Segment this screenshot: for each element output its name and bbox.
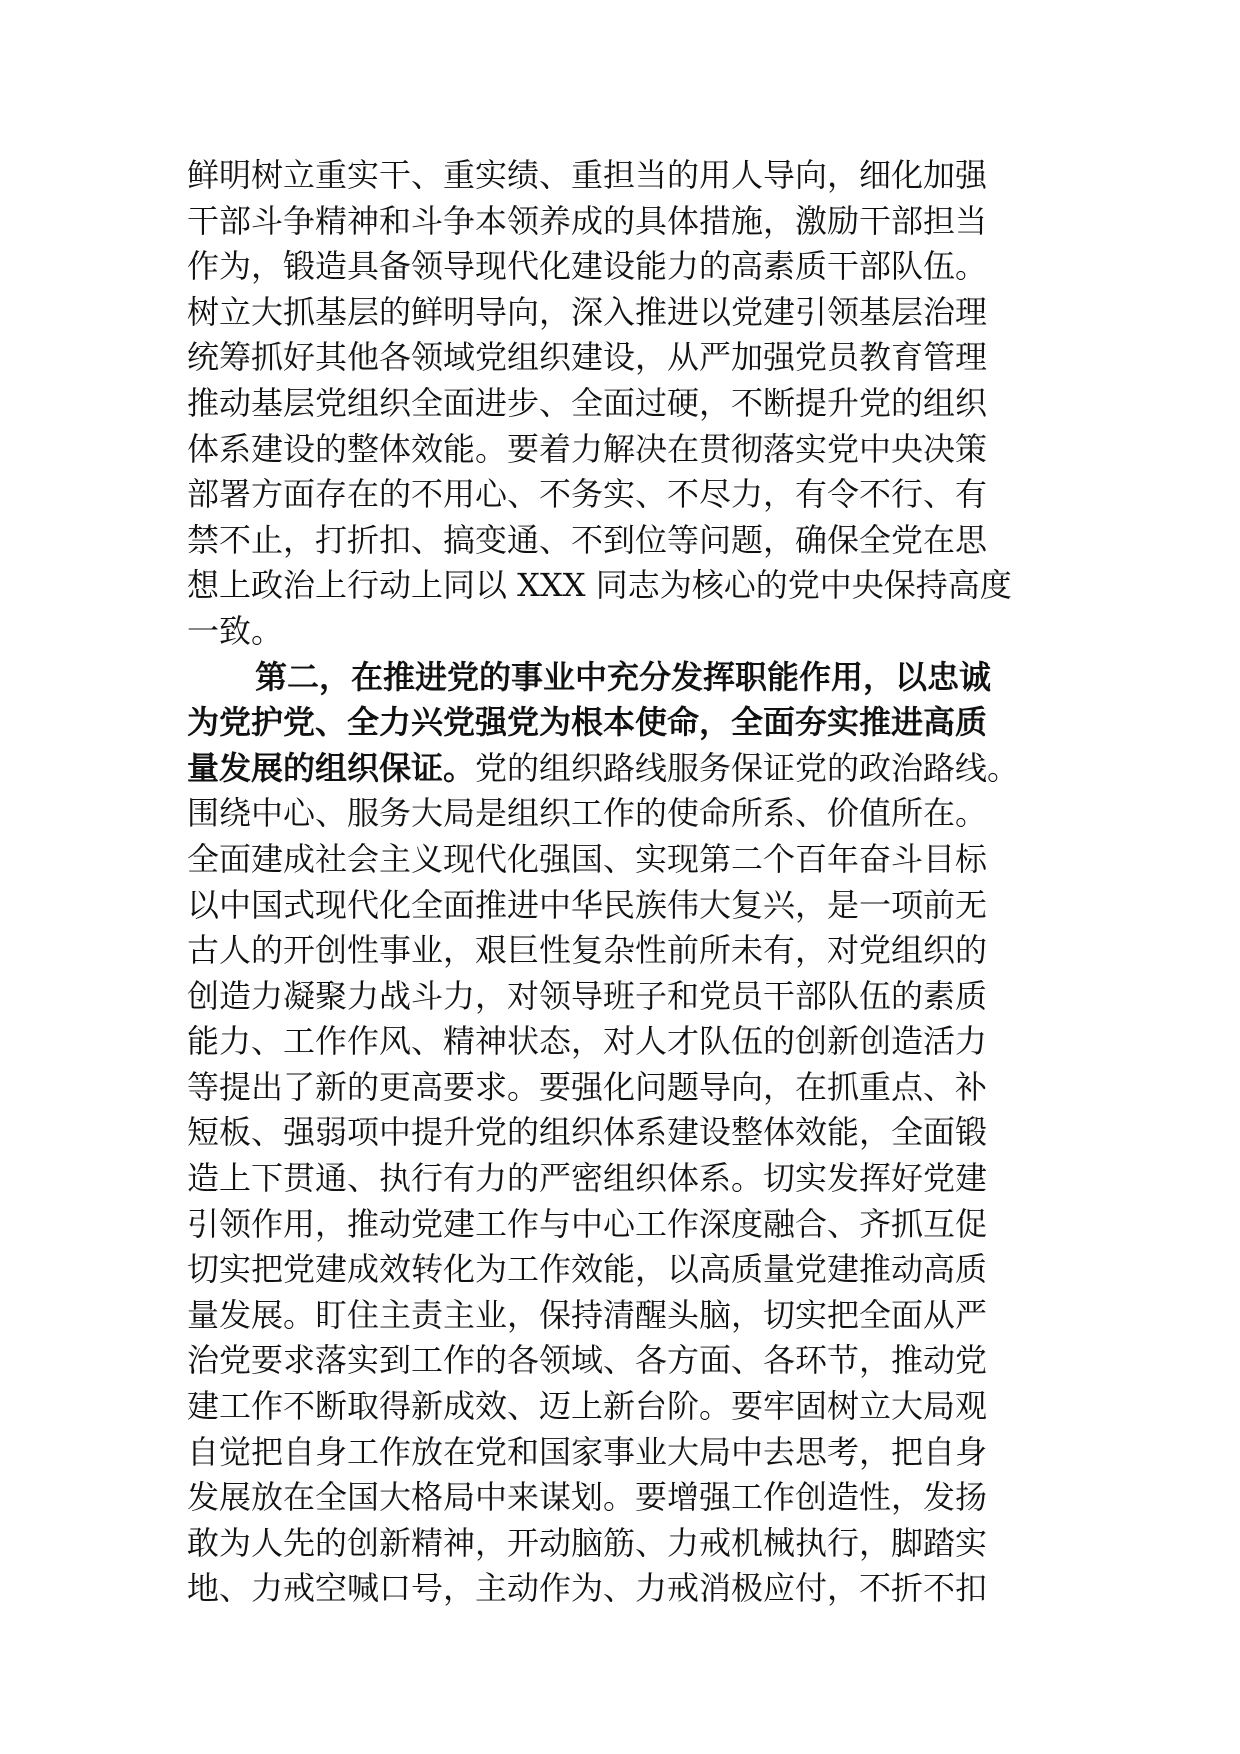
text-line: 作为，锻造具备领导现代化建设能力的高素质干部队伍。 (187, 247, 988, 286)
text-line: 自觉把自身工作放在党和国家事业大局中去思考，把自身 (187, 1432, 988, 1471)
text-line: 建工作不断取得新成效、迈上新台阶。要牢固树立大局观 (187, 1387, 988, 1426)
text-line: 切实把党建成效转化为工作效能，以高质量党建推动高质 (187, 1250, 988, 1289)
text-line: 鲜明树立重实干、重实绩、重担当的用人导向，细化加强 (187, 156, 988, 194)
text-line: 部署方面存在的不用心、不务实、不尽力，有令不行、有 (187, 475, 988, 514)
text-line: 树立大抓基层的鲜明导向，深入推进以党建引领基层治理 (187, 292, 988, 331)
text-line: 全面建成社会主义现代化强国、实现第二个百年奋斗目标 (187, 839, 988, 878)
text-line: 造上下贯通、执行有力的严密组织体系。切实发挥好党建 (187, 1159, 988, 1198)
text-line: 一致。 (187, 611, 284, 650)
text-line: 围绕中心、服务大局是组织工作的使命所系、价值所在。 (187, 794, 988, 833)
text-line: 发展放在全国大格局中来谋划。要增强工作创造性，发扬 (187, 1478, 988, 1517)
text-line: 以中国式现代化全面推进中华民族伟大复兴，是一项前无 (187, 885, 988, 924)
text-line: 等提出了新的更高要求。要强化问题导向，在抓重点、补 (187, 1067, 988, 1106)
text-line (187, 746, 1067, 792)
text-line: 治党要求落实到工作的各领域、各方面、各环节，推动党 (187, 1341, 988, 1380)
text-line: 量发展。盯住主责主业，保持清醒头脑，切实把全面从严 (187, 1295, 988, 1334)
section-heading-line: 为党护党、全力兴党强党为根本使命，全面夯实推进高质 (187, 703, 988, 742)
text-line: 想上政治上行动上同以 XXX 同志为核心的党中央保持高度 (187, 566, 1012, 605)
text-line-rest: 党的组织路线服务保证党的政治路线。 (475, 748, 1020, 787)
text-line: 敢为人先的创新精神，开动脑筋、力戒机械执行，脚踏实 (187, 1523, 988, 1562)
text-line: 引领作用，推动党建工作与中心工作深度融合、齐抓互促 (187, 1204, 988, 1243)
text-line: 体系建设的整体效能。要着力解决在贯彻落实党中央决策 (187, 429, 988, 468)
text-line: 推动基层党组织全面进步、全面过硬，不断提升党的组织 (187, 383, 988, 422)
text-line: 地、力戒空喊口号，主动作为、力戒消极应付，不折不扣 (187, 1569, 988, 1608)
text-line: 统筹抓好其他各领域党组织建设，从严加强党员教育管理 (187, 338, 988, 377)
text-line: 能力、工作作风、精神状态，对人才队伍的创新创造活力 (187, 1022, 988, 1061)
text-line: 古人的开创性事业，艰巨性复杂性前所未有，对党组织的 (187, 931, 988, 970)
body-text (187, 153, 1067, 1612)
text-line: 干部斗争精神和斗争本领养成的具体措施，激励干部担当 (187, 201, 988, 240)
text-line: 短板、强弱项中提升党的组织体系建设整体效能，全面锻 (187, 1113, 988, 1152)
text-line: 禁不止，打折扣、搞变通、不到位等问题，确保全党在思 (187, 520, 988, 559)
section-heading-end: 量发展的组织保证。 (187, 748, 476, 787)
text-line: 创造力凝聚力战斗力，对领导班子和党员干部队伍的素质 (187, 976, 988, 1015)
section-heading-line: 第二，在推进党的事业中充分发挥职能作用，以忠诚 (255, 657, 992, 696)
